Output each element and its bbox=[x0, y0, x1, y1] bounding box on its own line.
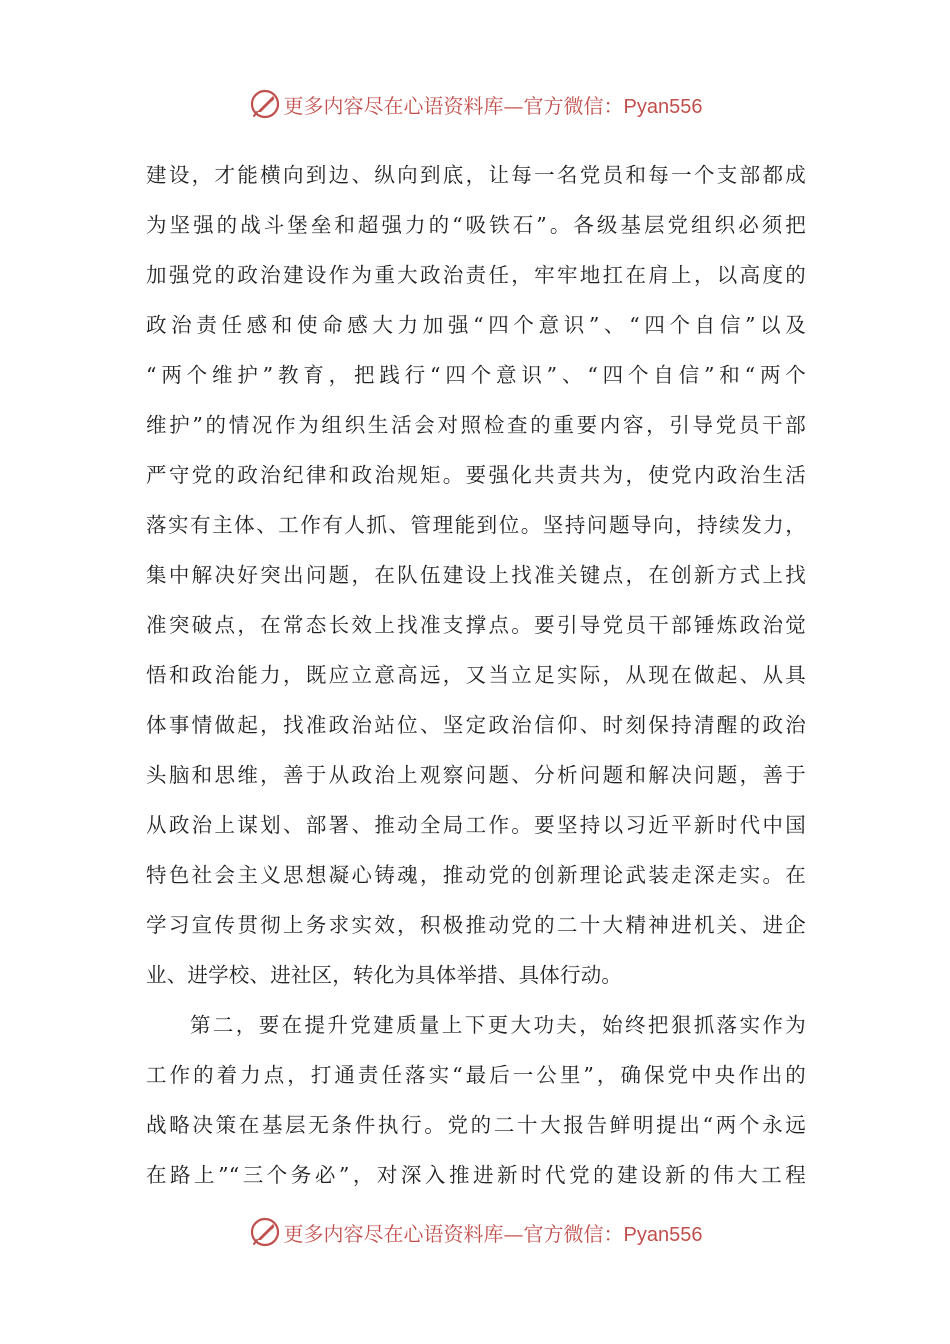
text-line: 业、进学校、进社区，转化为具体举措、具体行动。 bbox=[146, 963, 623, 987]
text-line: 体事情做起，找准政治站位、坚定政治信仰、时刻保持清醒的政治 bbox=[146, 713, 806, 737]
header-wechat-id: Pyan556 bbox=[623, 95, 703, 118]
body-text bbox=[146, 150, 806, 1200]
text-line: 政治责任感和使命感大力加强“四个意识”、“四个自信”以及 bbox=[146, 313, 806, 337]
text-line: 建设，才能横向到边、纵向到底，让每一名党员和每一个支部都成 bbox=[146, 163, 806, 187]
text-line: 落实有主体、工作有人抓、管理能到位。坚持问题导向，持续发力， bbox=[146, 513, 806, 537]
text-line: 特色社会主义思想凝心铸魂，推动党的创新理论武装走深走实。在 bbox=[146, 863, 806, 887]
text-line: 第二，要在提升党建质量上下更大功夫，始终把狠抓落实作为 bbox=[190, 1013, 806, 1037]
text-line: 维护”的情况作为组织生活会对照检查的重要内容，引导党员干部 bbox=[146, 413, 806, 437]
text-line: 学习宣传贯彻上务求实效，积极推动党的二十大精神进机关、进企 bbox=[146, 913, 806, 937]
text-line: 加强党的政治建设作为重大政治责任，牢牢地扛在肩上，以高度的 bbox=[146, 263, 806, 287]
header-banner bbox=[0, 84, 950, 124]
text-line: 头脑和思维，善于从政治上观察问题、分析问题和解决问题，善于 bbox=[146, 763, 806, 787]
quill-logo-icon bbox=[248, 87, 282, 121]
text-line: 准突破点，在常态长效上找准支撑点。要引导党员干部锤炼政治觉 bbox=[146, 613, 806, 637]
quill-logo-icon bbox=[248, 1215, 282, 1249]
text-line: 工作的着力点，打通责任落实“最后一公里”，确保党中央作出的 bbox=[146, 1063, 806, 1087]
footer-wechat-id: Pyan556 bbox=[623, 1223, 703, 1246]
footer-banner bbox=[0, 1212, 950, 1252]
text-line: 悟和政治能力，既应立意高远，又当立足实际，从现在做起、从具 bbox=[146, 663, 806, 687]
text-line: 为坚强的战斗堡垒和超强力的“吸铁石”。各级基层党组织必须把 bbox=[146, 213, 806, 237]
header-banner-text: 更多内容尽在心语资料库—官方微信：Pyan556 bbox=[283, 93, 703, 118]
footer-banner-text: 更多内容尽在心语资料库—官方微信：Pyan556 bbox=[283, 1221, 703, 1246]
text-line: “两个维护”教育，把践行“四个意识”、“四个自信”和“两个 bbox=[146, 363, 806, 387]
text-line: 在路上”“三个务必”，对深入推进新时代党的建设新的伟大工程 bbox=[146, 1163, 806, 1187]
text-line: 从政治上谋划、部署、推动全局工作。要坚持以习近平新时代中国 bbox=[146, 813, 806, 837]
text-line: 战略决策在基层无条件执行。党的二十大报告鲜明提出“两个永远 bbox=[146, 1113, 806, 1137]
text-line: 集中解决好突出问题，在队伍建设上找准关键点，在创新方式上找 bbox=[146, 563, 806, 587]
text-line: 严守党的政治纪律和政治规矩。要强化共责共为，使党内政治生活 bbox=[146, 463, 806, 487]
